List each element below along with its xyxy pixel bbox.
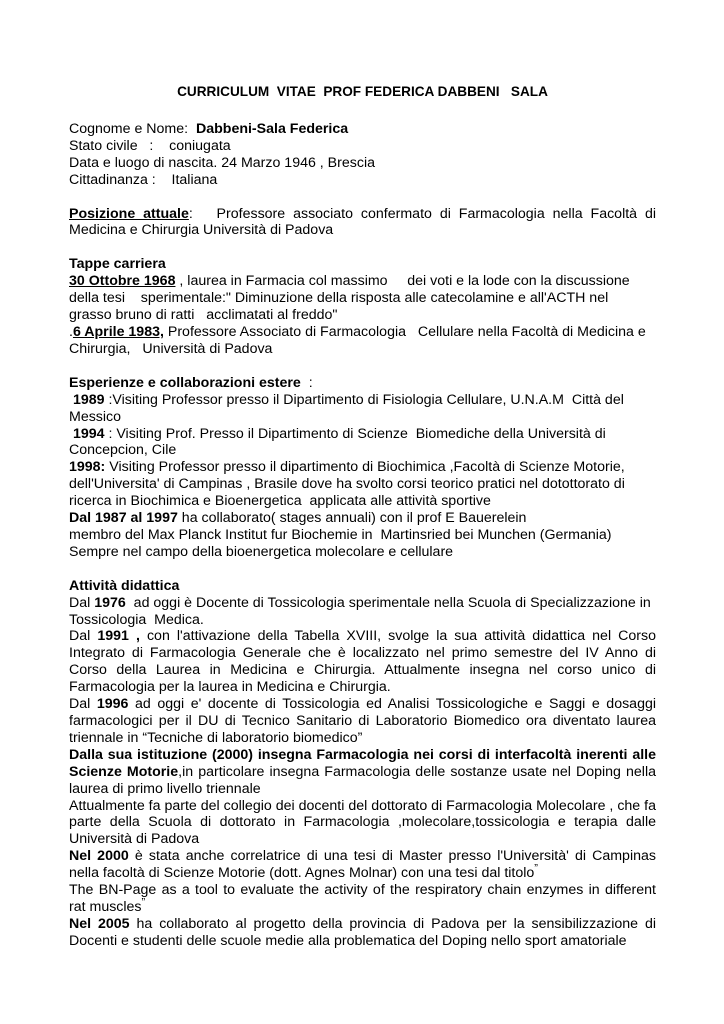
name-label: Cognome e Nome: xyxy=(69,120,196,137)
teaching-2000m-year: Nel 2000 xyxy=(69,848,129,865)
foreign-heading-tail: : xyxy=(300,374,313,391)
foreign-1987-text: ha collaborato( stages annuali) con il prof E Bauerelein xyxy=(177,510,527,527)
career-text-1a: , laurea in Farmacia col massimo dei voti e la lode con la discussione xyxy=(175,273,630,290)
teaching-1996-year: 1996 xyxy=(96,696,129,713)
teaching-para-2005 xyxy=(69,916,656,950)
foreign-1998-line xyxy=(69,459,656,476)
teaching-1976-year: 1976 xyxy=(94,594,126,611)
teaching-thesis-title xyxy=(69,882,656,916)
teaching-para-1976 xyxy=(69,595,656,629)
citizenship-value: Italiana xyxy=(171,171,218,188)
quote-mark: ” xyxy=(534,862,538,875)
teaching-2005-text: ha collaborato al progetto della provincia di Padova per la sensibilizzazione di Docenti e studenti delle scuole medie alla problematica del Doping nello sport amatoriale xyxy=(69,915,656,949)
teaching-2005-year: Nel 2005 xyxy=(69,915,130,932)
foreign-1998-year: 1998: xyxy=(69,459,106,476)
foreign-1994-year: 1994 xyxy=(69,425,105,442)
teaching-2000-bold: Dalla sua istituzione (2000) insegna Farmacologia nei corsi di interfacoltà inerenti alle Scienze Motorie xyxy=(69,746,656,780)
spacer xyxy=(69,561,656,578)
career-date-1983: 6 Aprile 1983, xyxy=(72,323,164,340)
foreign-heading-line xyxy=(69,375,656,392)
foreign-1994-text: : Visiting Prof. Presso il Dipartimento di Scienze Biomediche della Università di xyxy=(104,425,606,442)
teaching-para-2000-master xyxy=(69,848,656,882)
foreign-1998-line-2: dell'Universita' di Campinas , Brasile dove ha svolto corsi teorico pratici nel dotottorato di xyxy=(69,476,625,493)
foreign-1987-line xyxy=(69,510,656,527)
foreign-1989-line xyxy=(69,392,656,409)
spacer xyxy=(69,358,656,375)
foreign-section xyxy=(69,375,656,561)
quote-mark-end: ” xyxy=(141,896,146,909)
foreign-1989-line-2: Messico xyxy=(69,408,122,425)
birth-line: Data e luogo di nascita. 24 Marzo 1946 , Brescia xyxy=(69,154,375,171)
foreign-1994-line xyxy=(69,426,656,443)
teaching-1991-text: con l'attivazione della Tabella XVIII, svolge la sua attività didattica nel Corso Integrato di Farmacologia Generale che è localizzato nel primo semestre del IV Anno di Corso della Laurea in Medicina e Chirurgia. Attualmente insegna nel corso unico di Farmacologia per la laurea in Medicina e Chirurgia. xyxy=(69,628,656,696)
foreign-1987-years: Dal 1987 al 1997 xyxy=(69,510,178,527)
civil-status-value: coniugata xyxy=(169,137,231,154)
teaching-para-1996 xyxy=(69,696,656,747)
current-position-label: Posizione attuale xyxy=(69,205,189,222)
career-line-2: della tesi sperimentale:" Diminuzione della risposta alle catecolamine e all'ACTH nel xyxy=(69,290,609,307)
current-position xyxy=(69,205,660,240)
teaching-para-1991 xyxy=(69,628,656,696)
teaching-2000m-text: è stata anche correlatrice di una tesi di Master presso l'Università' di Campinas nella facoltà di Scienze Motorie (dott. Agnes Molnar) con una tesi dal titolo xyxy=(69,848,656,882)
career-line-3: grasso bruno di ratti acclimatati al freddo" xyxy=(69,307,338,324)
name-value: Dabbeni-Sala Federica xyxy=(195,120,349,137)
name-line xyxy=(69,121,656,138)
spacer xyxy=(69,239,656,256)
career-line-4 xyxy=(69,324,656,358)
foreign-1987-line-2: membro del Max Planck Institut fur Biochemie in Martinsried bei Munchen (Germania) xyxy=(69,526,612,543)
spacer xyxy=(69,189,656,206)
career-text-2: Professore Associato di Farmacologia Cellulare nella Facoltà di Medicina e Chirurgia, Università di Padova xyxy=(69,323,650,357)
teaching-para-doctorate: Attualmente fa parte del collegio dei docenti del dottorato di Farmacologia Molecolare , che fa parte della Scuola di dottorato in Farmacologia ,molecolare,tossicologia e terapia dalle Università di Padova xyxy=(69,797,656,848)
foreign-1987-line-3: Sempre nel campo della bioenergetica molecolare e cellulare xyxy=(69,543,454,560)
career-heading: Tappe carriera xyxy=(69,256,166,273)
teaching-1996-pre: Dal xyxy=(69,696,97,713)
civil-status-line xyxy=(69,138,656,155)
document-page xyxy=(69,84,660,950)
teaching-1991-year: 1991 , xyxy=(97,628,140,645)
foreign-1994-line-2: Concepcion, Cile xyxy=(69,442,177,459)
teaching-section xyxy=(69,578,656,950)
foreign-1998-line-3: ricerca in Biochimica e Bioenergetica applicata alle attività sportive xyxy=(69,493,491,510)
current-position-text: : Professore associato confermato di Farmacologia nella Facoltà di Medicina e Chirurgia Università di Padova xyxy=(69,205,660,239)
civil-status-label: Stato civile : xyxy=(69,137,170,154)
citizenship-line xyxy=(69,172,656,189)
teaching-1996-text: ad oggi e' docente di Tossicologia ed Analisi Tossicologiche e Saggi e dosaggi farmacologici per il DU di Tecnico Sanitario di Laboratorio Biomedico ora diventato laurea triennale in “Tecniche di laboratorio biomedico” xyxy=(69,696,656,746)
teaching-1976-pre: Dal xyxy=(69,594,95,611)
teaching-1976-text: ad oggi è Docente di Tossicologia sperimentale nella Scuola di Specializzazione in Tossicologia Medica. xyxy=(69,594,655,628)
foreign-heading: Esperienze e collaborazioni estere xyxy=(69,374,301,391)
thesis-title-text: The BN-Page as a tool to evaluate the activity of the respiratory chain enzymes in different rat muscles xyxy=(69,882,656,915)
citizenship-label: Cittadinanza : xyxy=(69,171,172,188)
personal-info xyxy=(69,121,656,189)
career-date-1968: 30 Ottobre 1968 xyxy=(69,273,176,290)
foreign-1989-text: :Visiting Professor presso il Dipartimento di Fisiologia Cellulare, U.N.A.M Città del xyxy=(104,391,624,408)
teaching-heading: Attività didattica xyxy=(69,577,180,594)
teaching-2000-text: ,in particolare insegna Farmacologia delle sostanze usate nel Doping nella laurea di primo livello triennale xyxy=(69,763,656,797)
teaching-para-2000-institution xyxy=(69,747,656,798)
foreign-1989-year: 1989 xyxy=(69,391,105,408)
career-dot: . xyxy=(69,323,73,340)
document-title: CURRICULUM VITAE PROF FEDERICA DABBENI SALA xyxy=(177,84,548,99)
foreign-1998-text: Visiting Professor presso il dipartimento di Biochimica ,Facoltà di Scienze Motorie, xyxy=(105,459,625,476)
career-section xyxy=(69,256,656,357)
teaching-1991-pre: Dal xyxy=(69,628,98,645)
career-line-1 xyxy=(69,273,656,290)
